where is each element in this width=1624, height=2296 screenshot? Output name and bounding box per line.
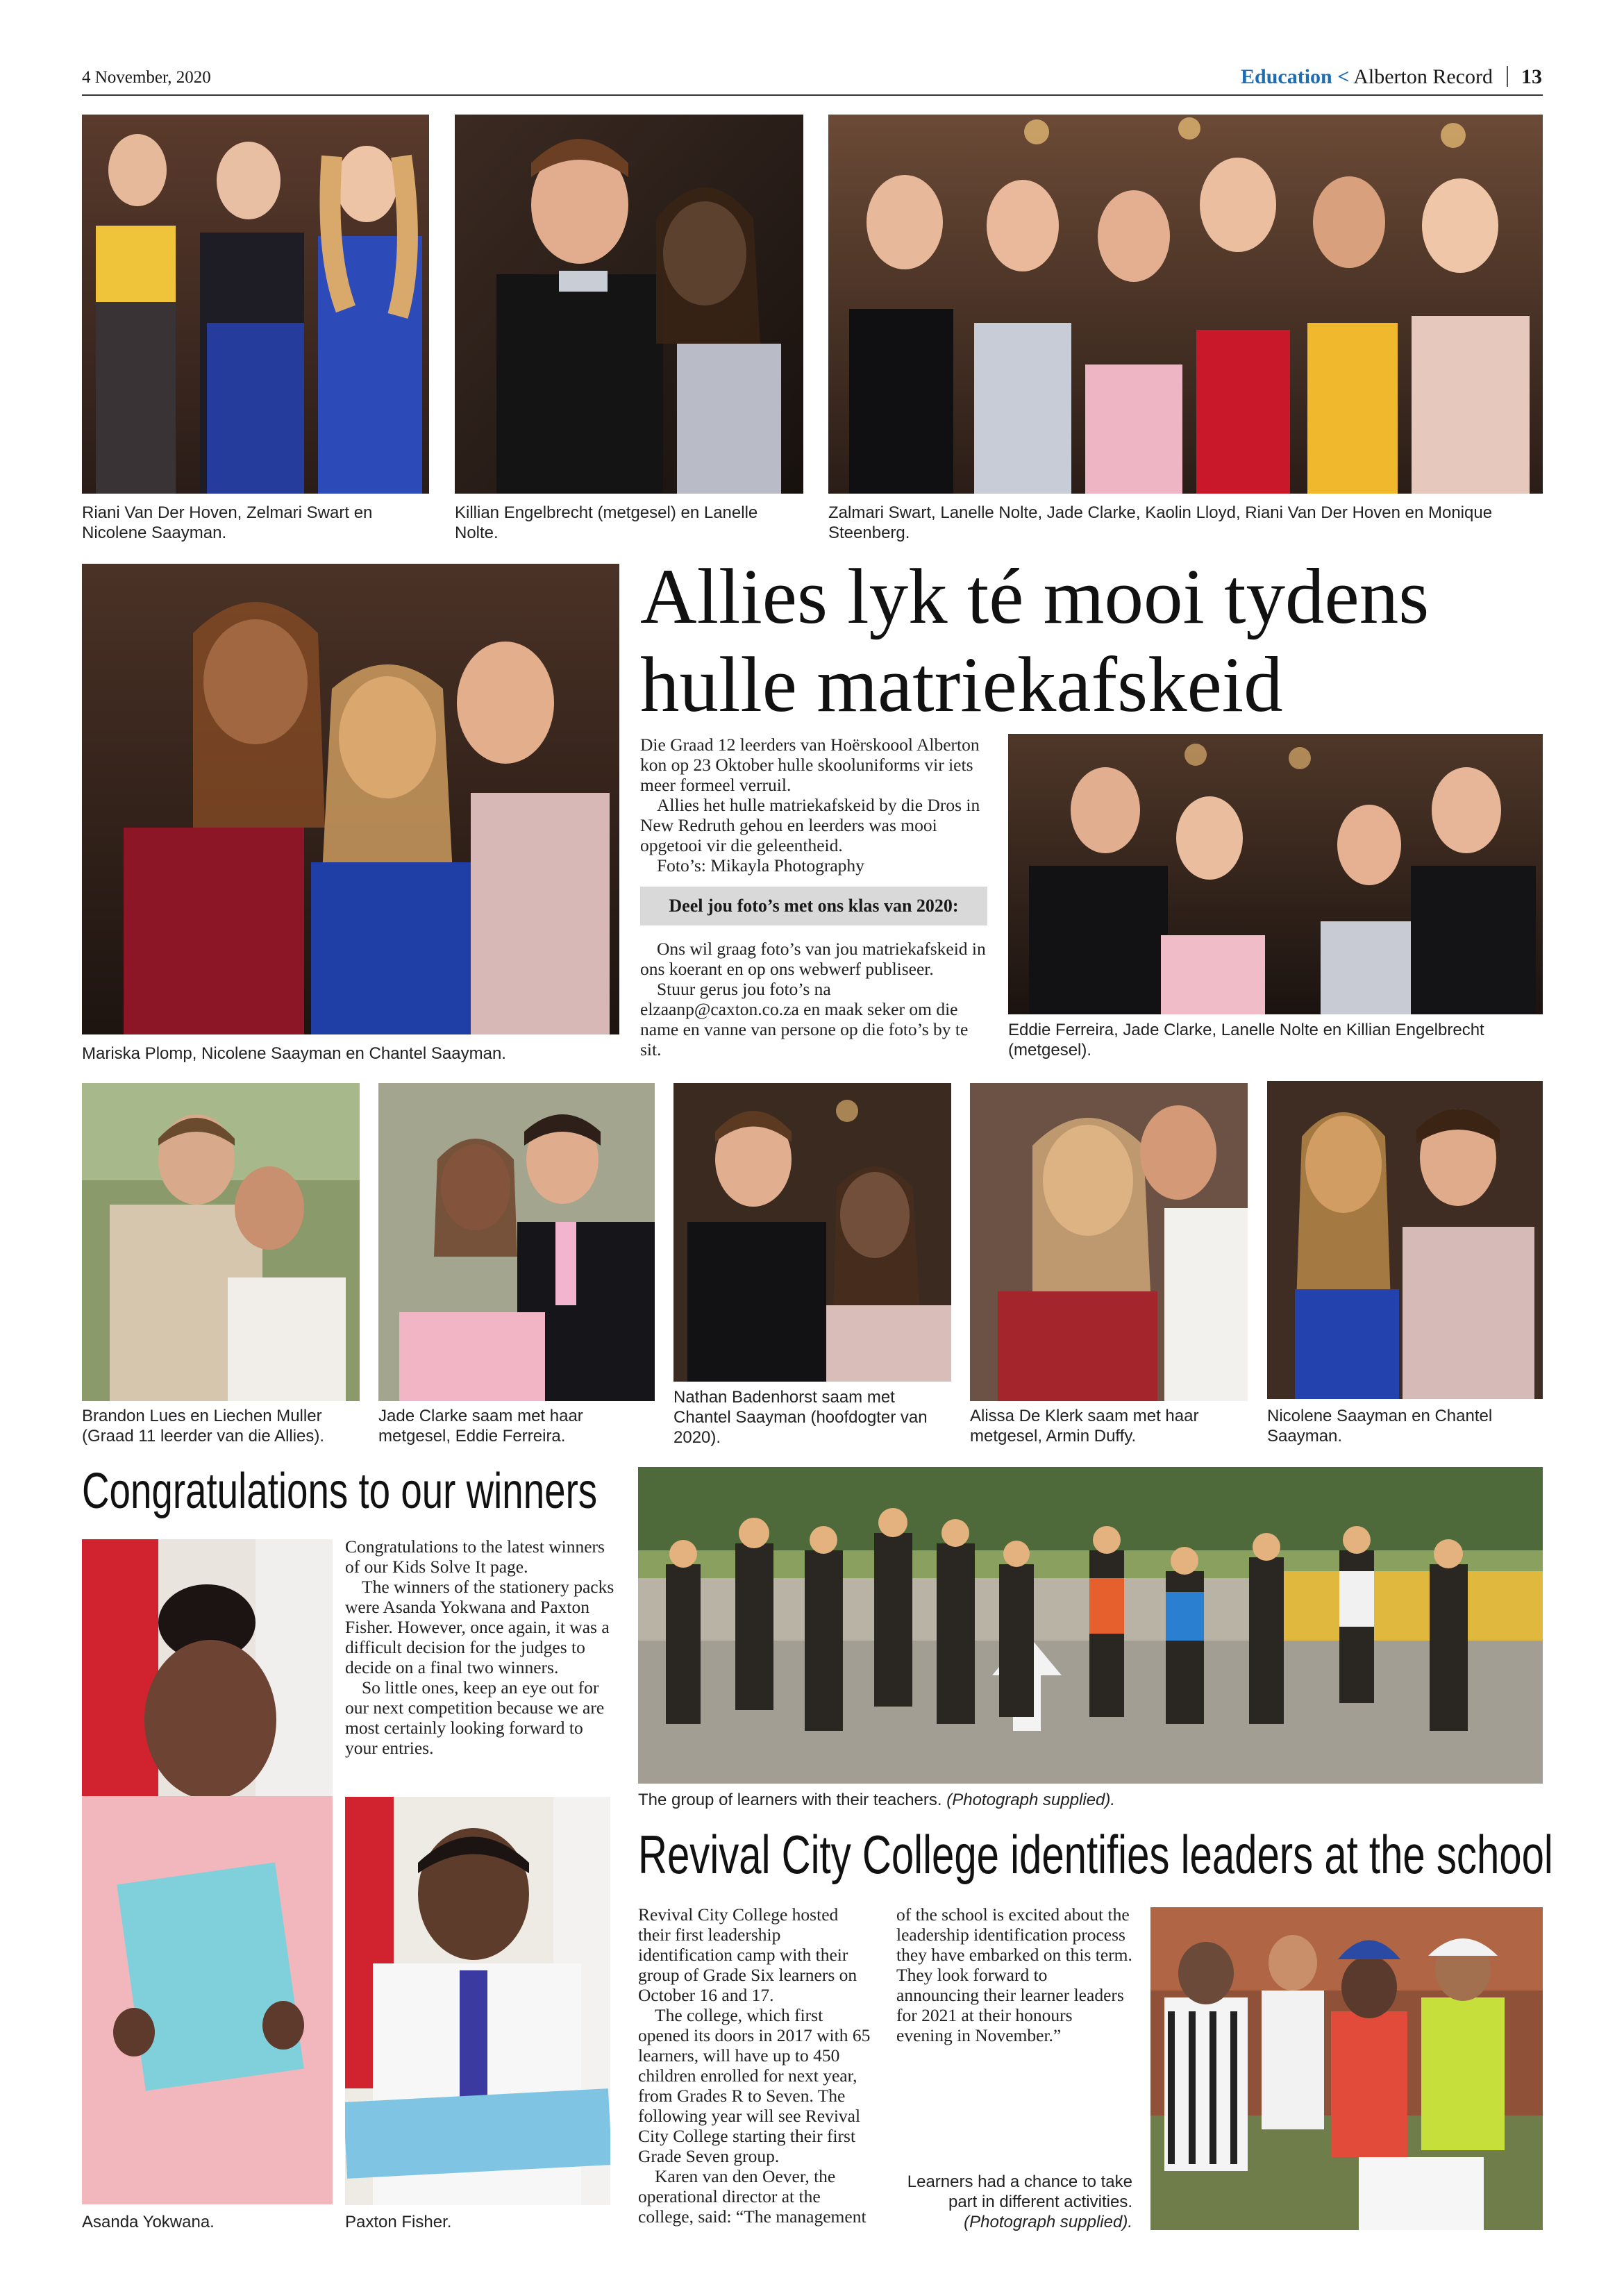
caption-photo-1: Riani Van Der Hoven, Zelmari Swart en Nicolene Saayman. (82, 503, 373, 542)
allies-photo-credit: Foto’s: Mikayla Photography (657, 855, 864, 875)
photo-three-girls (82, 115, 429, 494)
activities-caption-credit: (Photograph supplied). (964, 2213, 1132, 2231)
story-body-winners (345, 1536, 617, 1758)
photo-learners-activities (1150, 1907, 1543, 2230)
photo-group-learners (638, 1467, 1543, 1784)
photo-paxton-fisher (345, 1797, 610, 2205)
photo-six-girls (828, 115, 1543, 494)
revival-paragraph-3: Karen van den Oever, the operational director at the college, said: “The management (638, 2166, 867, 2227)
caption-photo-5: Eddie Ferreira, Jade Clarke, Lanelle Nolte en Killian Engelbrecht (metgesel). (1008, 1021, 1484, 1059)
share-photos-heading: Deel jou foto’s met ons klas van 2020: (669, 896, 959, 916)
winners-paragraph-2: The winners of the stationery packs were Asanda Yokwana and Paxton Fisher. However, once again, it was a difficult decision for the judges to decide on a final two winners. (345, 1577, 614, 1677)
story-headline-revival: Revival City College identifies leaders at the school (638, 1824, 1553, 1885)
revival-paragraph-2: The college, which first opened its doors in 2017 with 65 learners, will have up to 450 children enrolled for next year, from Grades R to Seven. The following year will see Revival City College starting their first Grade Seven group. (638, 2005, 871, 2166)
caption-photo-2: Killian Engelbrecht (metgesel) en Lanelle Nolte. (455, 503, 758, 542)
story-headline-winners: Congratulations to our winners (82, 1464, 598, 1519)
photo-couple-killian-lanelle (455, 115, 803, 494)
photo-alissa-armin (970, 1083, 1248, 1401)
caption-strip-5: Nicolene Saayman en Chantel Saayman. (1267, 1407, 1493, 1446)
caption-strip-3: Nathan Badenhorst saam met Chantel Saayman (hoofdogter van 2020). (673, 1388, 928, 1447)
revival-paragraph-4: of the school is excited about the leadership identification process they have embarked on this term. They look forward to announcing their learner leaders for 2021 at their honours evening in November.” (896, 1904, 1132, 2045)
caption-group-learners (638, 1790, 1543, 1810)
story-body-allies (640, 735, 986, 875)
page-number: 13 (1521, 65, 1542, 88)
photo-brandon-liechen (82, 1083, 360, 1401)
share-photos-box (640, 887, 987, 925)
photo-jade-eddie (378, 1083, 655, 1401)
winners-paragraph-3: So little ones, keep an eye out for our next competition because we are most certainly looking forward to your entries. (345, 1677, 605, 1758)
caption-asanda: Asanda Yokwana. (82, 2213, 215, 2231)
caption-paxton: Paxton Fisher. (345, 2213, 452, 2231)
revival-paragraph-1: Revival City College hosted their first leadership identification camp with their group of Grade Six learners on October 16 and 17. (638, 1904, 857, 2005)
caption-activities (896, 2172, 1132, 2232)
section-header (1241, 65, 1542, 89)
section-label: Education (1241, 65, 1332, 88)
activities-caption-text: Learners had a chance to take part in different activities. (907, 2172, 1132, 2211)
allies-paragraph-4: Stuur gerus jou foto’s na elzaanp@caxton.co.za en maak seker om die name en vanne van persone op die foto’s by te sit. (640, 979, 969, 1059)
allies-paragraph-1: Die Graad 12 leerders van Hoërskoool Alberton kon op 23 Oktober hulle skooluniforms vir iets meer formeel verruil. (640, 735, 980, 795)
caption-photo-4: Mariska Plomp, Nicolene Saayman en Chantel Saayman. (82, 1044, 506, 1063)
photo-mariska-nicolene-chantel (82, 564, 619, 1034)
photo-nathan-chantel (673, 1083, 951, 1382)
caption-strip-1: Brandon Lues en Liechen Muller (Graad 11 leerder van die Allies). (82, 1407, 325, 1446)
story-body-allies-2 (640, 939, 986, 1059)
revival-column-1 (638, 1904, 874, 2227)
publication-name: Alberton Record (1353, 65, 1493, 88)
section-separator: < (1337, 65, 1350, 88)
photo-asanda-yokwana (82, 1539, 333, 2204)
header-rule (82, 94, 1543, 96)
revival-column-2 (896, 1904, 1132, 2045)
allies-paragraph-2: Allies het hulle matriekafskeid by die Dros in New Redruth gehou en leerders was mooi opgetooi vir die geleentheid. (640, 795, 980, 855)
caption-strip-2: Jade Clarke saam met haar metgesel, Eddie Ferreira. (378, 1407, 583, 1446)
group-caption-text: The group of learners with their teachers. (638, 1791, 942, 1809)
winners-paragraph-1: Congratulations to the latest winners of our Kids Solve It page. (345, 1536, 605, 1577)
caption-photo-3: Zalmari Swart, Lanelle Nolte, Jade Clarke, Kaolin Lloyd, Riani Van Der Hoven en Monique Steenberg. (828, 503, 1493, 542)
photo-four-eddie-jade-lanelle-killian (1008, 734, 1543, 1014)
group-caption-credit: (Photograph supplied). (946, 1791, 1116, 1809)
story-headline-allies: Allies lyk té mooi tydens hulle matriekafskeid (640, 553, 1430, 728)
dateline: 4 November, 2020 (82, 68, 211, 87)
photo-nicolene-chantel (1267, 1081, 1543, 1399)
allies-paragraph-3: Ons wil graag foto’s van jou matriekafskeid in ons koerant en op ons webwerf publiseer. (640, 939, 986, 979)
caption-strip-4: Alissa De Klerk saam met haar metgesel, Armin Duffy. (970, 1407, 1199, 1446)
